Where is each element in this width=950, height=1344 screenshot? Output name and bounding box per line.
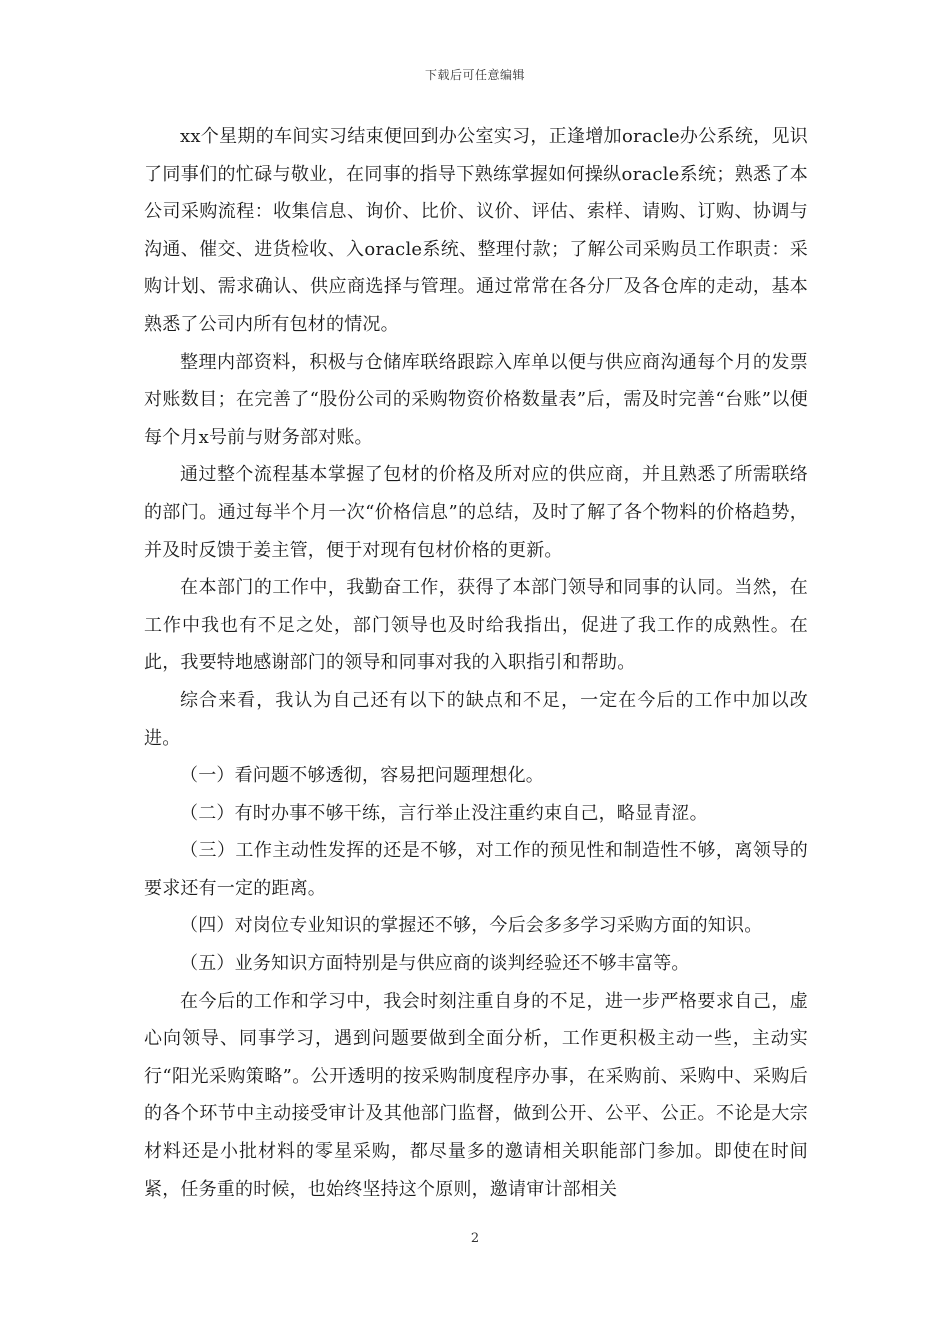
header-note: 下载后可任意编辑 <box>424 68 525 82</box>
list-item-shortcoming-4: （四）对岗位专业知识的掌握还不够，今后会多多学习采购方面的知识。 <box>180 915 763 937</box>
paragraph-internship-summary: xx个星期的车间实习结束便回到办公室实习，正逢增加oracle办公系统，见识了同事们的忙碌与敬业，在同事的指导下熟练掌握如何操纵oracle系统；熟悉了本公司采购流程：收集信息、询价、比价、议价、评估、索样、请购、订购、协调与沟通、催交、进货检收、入oracle系统、整理付款；了解公司采购员工作职责：采购计划、需求确认、供应商选择与管理。通过常常在各分厂及各仓库的走动，基本熟悉了公司内所有包材的情况。 <box>144 126 808 335</box>
list-item-shortcoming-2: （二）有时办事不够干练，言行举止没注重约束自己，略显青涩。 <box>180 802 708 824</box>
page-number: 2 <box>470 1231 480 1246</box>
document-body <box>144 118 808 1208</box>
paragraph-department-work: 在本部门的工作中，我勤奋工作，获得了本部门领导和同事的认同。当然，在工作中我也有不足之处，部门领导也及时给我指出，促进了我工作的成熟性。在此，我要特地感谢部门的领导和同事对我的入职指引和帮助。 <box>144 577 808 674</box>
list-item-shortcoming-5: （五）业务知识方面特别是与供应商的谈判经验还不够丰富等。 <box>180 953 690 975</box>
list-item-shortcoming-1: （一）看问题不够透彻，容易把问题理想化。 <box>180 765 544 787</box>
paragraph-future-plans: 在今后的工作和学习中，我会时刻注重自身的不足，进一步严格要求自己，虚心向领导、同事学习，遇到问题要做到全面分析，工作更积极主动一些，主动实行“阳光采购策略”。公开透明的按采购制度程序办事，在采购前、采购中、采购后的各个环节中主动接受审计及其他部门监督，做到公开、公平、公正。不论是大宗材料还是小批材料的零星采购，都尽量多的邀请相关职能部门参加。即使在时间紧，任务重的时候，也始终坚持这个原则，邀请审计部相关 <box>144 990 808 1200</box>
paragraph-internal-data: 整理内部资料，积极与仓储库联络跟踪入库单以便与供应商沟通每个月的发票对账数目；在完善了“股份公司的采购物资价格数量表”后，需及时完善“台账”以便每个月x号前与财务部对账。 <box>144 351 808 448</box>
paragraph-shortcomings-intro: 综合来看，我认为自己还有以下的缺点和不足，一定在今后的工作中加以改进。 <box>144 689 808 749</box>
paragraph-process-mastery: 通过整个流程基本掌握了包材的价格及所对应的供应商，并且熟悉了所需联络的部门。通过每半个月一次“价格信息”的总结，及时了解了各个物料的价格趋势，并及时反馈于姜主管，便于对现有包材价格的更新。 <box>144 464 808 561</box>
list-item-shortcoming-3: （三）工作主动性发挥的还是不够，对工作的预见性和制造性不够，离领导的要求还有一定的距离。 <box>144 840 808 899</box>
